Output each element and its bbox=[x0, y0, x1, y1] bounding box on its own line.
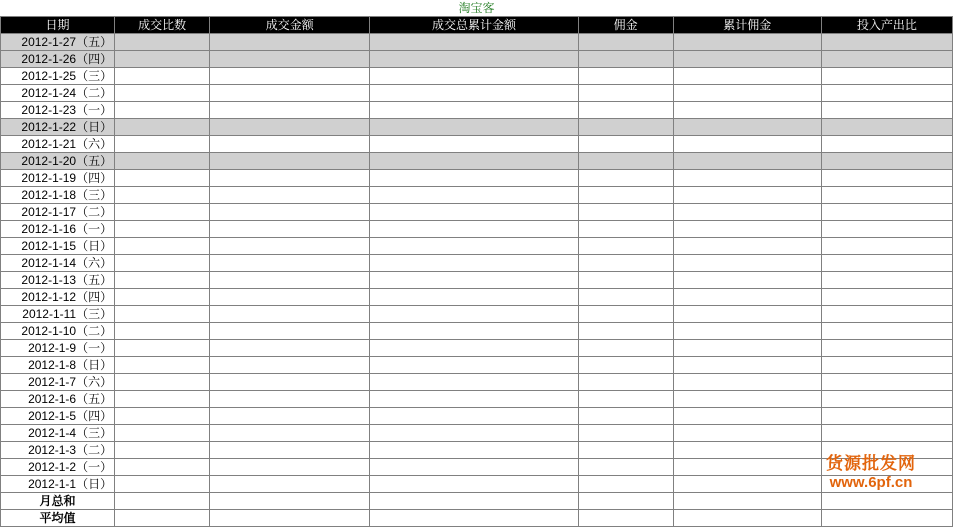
table-row bbox=[1, 408, 953, 425]
data-cell[interactable] bbox=[370, 391, 578, 408]
data-cell[interactable] bbox=[821, 221, 952, 238]
date-cell[interactable]: 2012-1-20（五） bbox=[1, 153, 115, 170]
data-cell[interactable] bbox=[115, 306, 210, 323]
data-cell[interactable] bbox=[821, 272, 952, 289]
column-header-5[interactable]: 累计佣金 bbox=[673, 17, 821, 34]
summary-cell[interactable] bbox=[821, 510, 952, 527]
page-title: 淘宝客 bbox=[458, 1, 495, 15]
summary-cell[interactable] bbox=[578, 510, 673, 527]
data-cell[interactable] bbox=[673, 459, 821, 476]
data-cell[interactable] bbox=[821, 442, 952, 459]
data-cell[interactable] bbox=[210, 323, 370, 340]
watermark-title: 货源批发网 bbox=[826, 454, 916, 473]
data-cell[interactable] bbox=[821, 374, 952, 391]
data-cell[interactable] bbox=[115, 119, 210, 136]
date-cell[interactable]: 2012-1-12（四） bbox=[1, 289, 115, 306]
data-cell[interactable] bbox=[370, 272, 578, 289]
date-cell[interactable]: 2012-1-21（六） bbox=[1, 136, 115, 153]
data-cell[interactable] bbox=[370, 153, 578, 170]
data-cell[interactable] bbox=[210, 306, 370, 323]
data-cell[interactable] bbox=[673, 357, 821, 374]
data-cell[interactable] bbox=[210, 238, 370, 255]
table-row bbox=[1, 289, 953, 306]
data-cell[interactable] bbox=[821, 51, 952, 68]
data-cell[interactable] bbox=[370, 459, 578, 476]
data-cell[interactable] bbox=[578, 238, 673, 255]
table-row bbox=[1, 459, 953, 476]
data-cell[interactable] bbox=[370, 442, 578, 459]
date-cell[interactable]: 2012-1-23（一） bbox=[1, 102, 115, 119]
data-cell[interactable] bbox=[821, 102, 952, 119]
table-row bbox=[1, 204, 953, 221]
data-cell[interactable] bbox=[578, 272, 673, 289]
data-cell[interactable] bbox=[821, 306, 952, 323]
date-cell[interactable]: 2012-1-5（四） bbox=[1, 408, 115, 425]
summary-cell[interactable] bbox=[673, 493, 821, 510]
data-cell[interactable] bbox=[578, 306, 673, 323]
date-cell[interactable]: 2012-1-26（四） bbox=[1, 51, 115, 68]
data-cell[interactable] bbox=[370, 68, 578, 85]
data-cell[interactable] bbox=[673, 425, 821, 442]
column-header-3[interactable]: 成交总累计金额 bbox=[370, 17, 578, 34]
column-header-0[interactable]: 日期 bbox=[1, 17, 115, 34]
date-cell[interactable]: 2012-1-10（二） bbox=[1, 323, 115, 340]
data-cell[interactable] bbox=[821, 408, 952, 425]
data-cell[interactable] bbox=[210, 408, 370, 425]
data-cell[interactable] bbox=[115, 238, 210, 255]
date-cell[interactable]: 2012-1-18（三） bbox=[1, 187, 115, 204]
date-cell[interactable]: 2012-1-25（三） bbox=[1, 68, 115, 85]
summary-cell[interactable] bbox=[115, 493, 210, 510]
data-cell[interactable] bbox=[578, 68, 673, 85]
table-row bbox=[1, 476, 953, 493]
data-cell[interactable] bbox=[115, 136, 210, 153]
table-row bbox=[1, 340, 953, 357]
date-cell[interactable]: 2012-1-9（一） bbox=[1, 340, 115, 357]
data-cell[interactable] bbox=[115, 408, 210, 425]
data-cell[interactable] bbox=[673, 306, 821, 323]
summary-label[interactable]: 月总和 bbox=[1, 493, 115, 510]
data-cell[interactable] bbox=[578, 170, 673, 187]
data-cell[interactable] bbox=[578, 391, 673, 408]
data-cell[interactable] bbox=[115, 459, 210, 476]
data-cell[interactable] bbox=[578, 187, 673, 204]
date-cell[interactable]: 2012-1-11（三） bbox=[1, 306, 115, 323]
table-row bbox=[1, 357, 953, 374]
data-cell[interactable] bbox=[673, 476, 821, 493]
data-cell[interactable] bbox=[115, 340, 210, 357]
data-cell[interactable] bbox=[578, 357, 673, 374]
data-cell[interactable] bbox=[210, 68, 370, 85]
data-cell[interactable] bbox=[578, 425, 673, 442]
summary-cell[interactable] bbox=[210, 510, 370, 527]
date-cell[interactable]: 2012-1-6（五） bbox=[1, 391, 115, 408]
data-cell[interactable] bbox=[673, 136, 821, 153]
date-cell[interactable]: 2012-1-15（日） bbox=[1, 238, 115, 255]
data-cell[interactable] bbox=[210, 442, 370, 459]
table-row bbox=[1, 425, 953, 442]
table-row bbox=[1, 119, 953, 136]
table-row bbox=[1, 442, 953, 459]
data-cell[interactable] bbox=[370, 425, 578, 442]
data-cell[interactable] bbox=[821, 476, 952, 493]
data-cell[interactable] bbox=[821, 323, 952, 340]
data-cell[interactable] bbox=[210, 340, 370, 357]
summary-cell[interactable] bbox=[370, 493, 578, 510]
data-cell[interactable] bbox=[673, 153, 821, 170]
table-header bbox=[1, 17, 953, 34]
column-header-6[interactable]: 投入产出比 bbox=[821, 17, 952, 34]
data-cell[interactable] bbox=[673, 289, 821, 306]
data-cell[interactable] bbox=[578, 136, 673, 153]
data-cell[interactable] bbox=[673, 238, 821, 255]
data-cell[interactable] bbox=[210, 459, 370, 476]
data-cell[interactable] bbox=[115, 51, 210, 68]
table-row bbox=[1, 51, 953, 68]
data-cell[interactable] bbox=[673, 85, 821, 102]
date-cell[interactable]: 2012-1-19（四） bbox=[1, 170, 115, 187]
data-cell[interactable] bbox=[578, 289, 673, 306]
data-cell[interactable] bbox=[115, 187, 210, 204]
date-cell[interactable]: 2012-1-2（一） bbox=[1, 459, 115, 476]
data-cell[interactable] bbox=[578, 255, 673, 272]
summary-cell[interactable] bbox=[210, 493, 370, 510]
data-cell[interactable] bbox=[115, 204, 210, 221]
data-cell[interactable] bbox=[210, 34, 370, 51]
data-cell[interactable] bbox=[673, 374, 821, 391]
data-cell[interactable] bbox=[821, 255, 952, 272]
data-cell[interactable] bbox=[821, 170, 952, 187]
data-cell[interactable] bbox=[115, 391, 210, 408]
table-row bbox=[1, 306, 953, 323]
table-row bbox=[1, 136, 953, 153]
data-cell[interactable] bbox=[673, 221, 821, 238]
data-cell[interactable] bbox=[210, 51, 370, 68]
data-cell[interactable] bbox=[578, 221, 673, 238]
data-cell[interactable] bbox=[370, 170, 578, 187]
data-cell[interactable] bbox=[370, 204, 578, 221]
table-row bbox=[1, 374, 953, 391]
data-cell[interactable] bbox=[821, 68, 952, 85]
table-row bbox=[1, 238, 953, 255]
data-cell[interactable] bbox=[210, 102, 370, 119]
table-row bbox=[1, 323, 953, 340]
date-cell[interactable]: 2012-1-16（一） bbox=[1, 221, 115, 238]
data-cell[interactable] bbox=[115, 221, 210, 238]
table-row bbox=[1, 170, 953, 187]
data-cell[interactable] bbox=[210, 374, 370, 391]
data-cell[interactable] bbox=[821, 459, 952, 476]
data-cell[interactable] bbox=[821, 357, 952, 374]
date-cell[interactable]: 2012-1-13（五） bbox=[1, 272, 115, 289]
data-cell[interactable] bbox=[370, 85, 578, 102]
data-cell[interactable] bbox=[115, 34, 210, 51]
table-row bbox=[1, 102, 953, 119]
summary-cell[interactable] bbox=[115, 510, 210, 527]
data-cell[interactable] bbox=[210, 272, 370, 289]
data-cell[interactable] bbox=[115, 153, 210, 170]
data-cell[interactable] bbox=[370, 255, 578, 272]
data-cell[interactable] bbox=[210, 187, 370, 204]
date-cell[interactable]: 2012-1-22（日） bbox=[1, 119, 115, 136]
data-cell[interactable] bbox=[673, 170, 821, 187]
data-cell[interactable] bbox=[821, 34, 952, 51]
data-cell[interactable] bbox=[115, 170, 210, 187]
table-row bbox=[1, 272, 953, 289]
date-cell[interactable]: 2012-1-8（日） bbox=[1, 357, 115, 374]
data-cell[interactable] bbox=[821, 238, 952, 255]
data-cell[interactable] bbox=[578, 459, 673, 476]
data-cell[interactable] bbox=[370, 476, 578, 493]
data-cell[interactable] bbox=[370, 323, 578, 340]
date-cell[interactable]: 2012-1-3（二） bbox=[1, 442, 115, 459]
summary-cell[interactable] bbox=[578, 493, 673, 510]
data-cell[interactable] bbox=[673, 255, 821, 272]
data-cell[interactable] bbox=[370, 357, 578, 374]
data-cell[interactable] bbox=[210, 476, 370, 493]
table-row bbox=[1, 153, 953, 170]
data-cell[interactable] bbox=[821, 136, 952, 153]
summary-row bbox=[1, 493, 953, 510]
data-cell[interactable] bbox=[673, 204, 821, 221]
data-cell[interactable] bbox=[578, 153, 673, 170]
data-cell[interactable] bbox=[115, 85, 210, 102]
data-cell[interactable] bbox=[115, 357, 210, 374]
data-cell[interactable] bbox=[210, 85, 370, 102]
column-header-1[interactable]: 成交比数 bbox=[115, 17, 210, 34]
data-cell[interactable] bbox=[370, 136, 578, 153]
data-cell[interactable] bbox=[115, 68, 210, 85]
table-row bbox=[1, 255, 953, 272]
date-cell[interactable]: 2012-1-7（六） bbox=[1, 374, 115, 391]
data-cell[interactable] bbox=[673, 68, 821, 85]
data-cell[interactable] bbox=[370, 119, 578, 136]
data-cell[interactable] bbox=[370, 187, 578, 204]
data-cell[interactable] bbox=[370, 289, 578, 306]
data-cell[interactable] bbox=[673, 391, 821, 408]
data-cell[interactable] bbox=[578, 34, 673, 51]
data-cell[interactable] bbox=[673, 323, 821, 340]
data-cell[interactable] bbox=[115, 102, 210, 119]
table-body bbox=[1, 34, 953, 527]
data-cell[interactable] bbox=[673, 408, 821, 425]
summary-cell[interactable] bbox=[370, 510, 578, 527]
table-row bbox=[1, 221, 953, 238]
table-row bbox=[1, 68, 953, 85]
data-cell[interactable] bbox=[578, 408, 673, 425]
data-cell[interactable] bbox=[210, 119, 370, 136]
data-cell[interactable] bbox=[578, 204, 673, 221]
summary-row bbox=[1, 510, 953, 527]
data-cell[interactable] bbox=[821, 340, 952, 357]
data-cell[interactable] bbox=[370, 221, 578, 238]
summary-cell[interactable] bbox=[673, 510, 821, 527]
data-cell[interactable] bbox=[673, 51, 821, 68]
data-cell[interactable] bbox=[673, 119, 821, 136]
data-cell[interactable] bbox=[578, 102, 673, 119]
data-cell[interactable] bbox=[578, 323, 673, 340]
data-cell[interactable] bbox=[673, 102, 821, 119]
data-cell[interactable] bbox=[210, 204, 370, 221]
data-cell[interactable] bbox=[578, 51, 673, 68]
summary-label[interactable]: 平均值 bbox=[1, 510, 115, 527]
data-cell[interactable] bbox=[578, 476, 673, 493]
table-row bbox=[1, 34, 953, 51]
data-cell[interactable] bbox=[370, 51, 578, 68]
data-cell[interactable] bbox=[370, 306, 578, 323]
data-cell[interactable] bbox=[821, 289, 952, 306]
data-cell[interactable] bbox=[370, 374, 578, 391]
column-header-2[interactable]: 成交金额 bbox=[210, 17, 370, 34]
data-cell[interactable] bbox=[370, 238, 578, 255]
data-cell[interactable] bbox=[210, 136, 370, 153]
data-cell[interactable] bbox=[115, 272, 210, 289]
data-cell[interactable] bbox=[673, 340, 821, 357]
data-cell[interactable] bbox=[821, 187, 952, 204]
date-cell[interactable]: 2012-1-17（二） bbox=[1, 204, 115, 221]
data-cell[interactable] bbox=[821, 425, 952, 442]
data-cell[interactable] bbox=[821, 204, 952, 221]
data-cell[interactable] bbox=[210, 153, 370, 170]
data-cell[interactable] bbox=[370, 408, 578, 425]
data-cell[interactable] bbox=[115, 289, 210, 306]
data-cell[interactable] bbox=[821, 85, 952, 102]
data-cell[interactable] bbox=[821, 119, 952, 136]
data-cell[interactable] bbox=[578, 119, 673, 136]
data-table bbox=[0, 16, 953, 527]
date-cell[interactable]: 2012-1-24（二） bbox=[1, 85, 115, 102]
table-header-row bbox=[1, 17, 953, 34]
data-cell[interactable] bbox=[115, 323, 210, 340]
data-cell[interactable] bbox=[210, 255, 370, 272]
date-cell[interactable]: 2012-1-27（五） bbox=[1, 34, 115, 51]
data-cell[interactable] bbox=[673, 442, 821, 459]
table-row bbox=[1, 391, 953, 408]
data-cell[interactable] bbox=[370, 102, 578, 119]
data-cell[interactable] bbox=[578, 374, 673, 391]
data-cell[interactable] bbox=[210, 357, 370, 374]
data-cell[interactable] bbox=[210, 425, 370, 442]
data-cell[interactable] bbox=[370, 34, 578, 51]
date-cell[interactable]: 2012-1-4（三） bbox=[1, 425, 115, 442]
data-cell[interactable] bbox=[210, 289, 370, 306]
table-row bbox=[1, 85, 953, 102]
data-cell[interactable] bbox=[673, 34, 821, 51]
date-cell[interactable]: 2012-1-1（日） bbox=[1, 476, 115, 493]
data-cell[interactable] bbox=[115, 374, 210, 391]
data-cell[interactable] bbox=[115, 476, 210, 493]
table-row bbox=[1, 187, 953, 204]
data-cell[interactable] bbox=[115, 442, 210, 459]
data-cell[interactable] bbox=[578, 340, 673, 357]
data-cell[interactable] bbox=[821, 153, 952, 170]
data-cell[interactable] bbox=[210, 221, 370, 238]
watermark-url: www.6pf.cn bbox=[829, 474, 913, 491]
data-cell[interactable] bbox=[578, 85, 673, 102]
summary-cell[interactable] bbox=[821, 493, 952, 510]
data-cell[interactable] bbox=[115, 255, 210, 272]
data-cell[interactable] bbox=[115, 425, 210, 442]
column-header-4[interactable]: 佣金 bbox=[578, 17, 673, 34]
data-cell[interactable] bbox=[210, 391, 370, 408]
date-cell[interactable]: 2012-1-14（六） bbox=[1, 255, 115, 272]
data-cell[interactable] bbox=[210, 170, 370, 187]
data-cell[interactable] bbox=[821, 391, 952, 408]
data-cell[interactable] bbox=[673, 187, 821, 204]
data-cell[interactable] bbox=[673, 272, 821, 289]
data-cell[interactable] bbox=[578, 442, 673, 459]
data-cell[interactable] bbox=[370, 340, 578, 357]
